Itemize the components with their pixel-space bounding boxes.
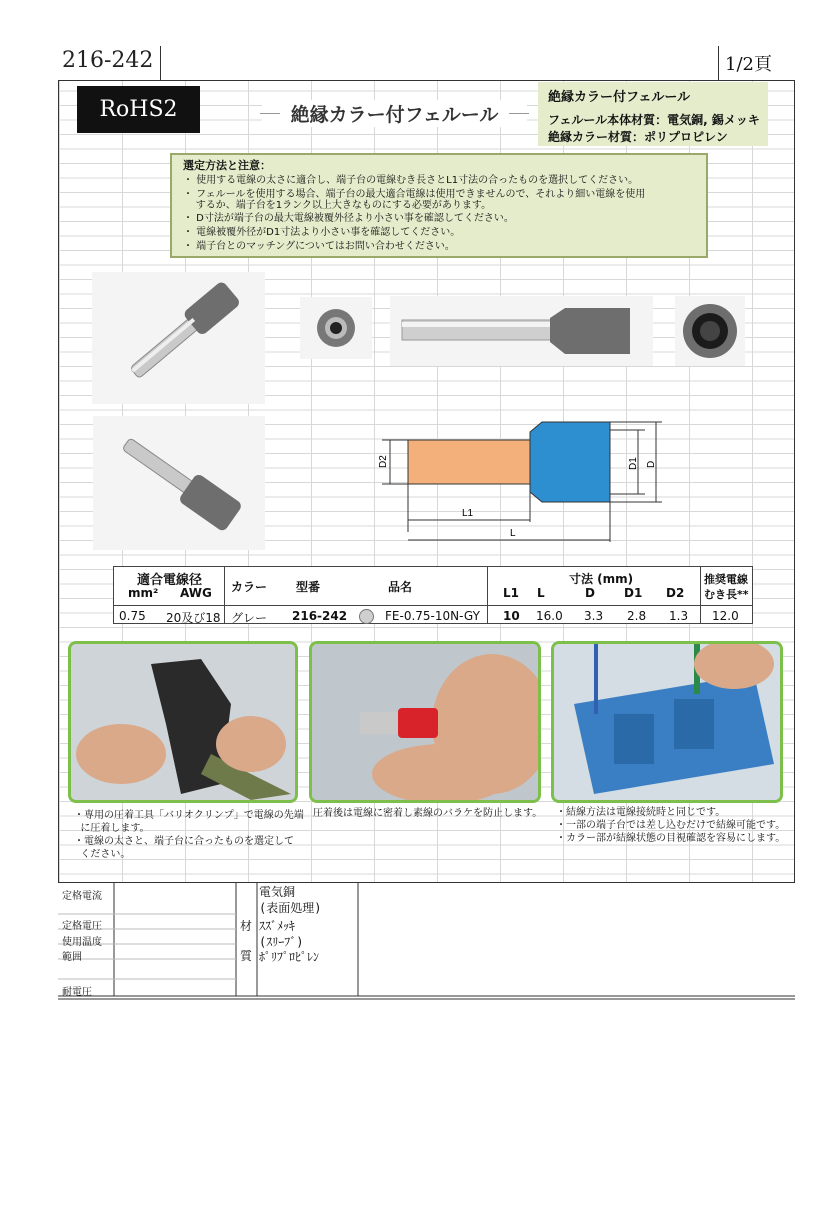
label-range: 範囲 (62, 952, 82, 963)
th-d1: D1 (624, 586, 643, 600)
ferrule-image-2 (93, 416, 265, 550)
table-col-divider (700, 566, 701, 624)
cell-color: グレー (231, 611, 268, 625)
spec-material-body: フェルール本体材質：電気銅, 錫メッキ (548, 113, 760, 127)
th-wire-size: 適合電線径 (137, 573, 203, 588)
terminal-block-image (554, 644, 780, 800)
material-tin: ｽｽﾞﾒｯｷ (259, 919, 296, 933)
note-item: ・ D寸法が端子台の最大電線被覆外径より小さい事を確認してください。 (183, 213, 514, 224)
cell-awg: 20及び18 (166, 611, 221, 625)
label-temp: 使用温度 (62, 937, 102, 948)
ferrule-image (92, 272, 265, 404)
cell-d: 3.3 (584, 609, 604, 623)
label-rated-current: 定格電流 (62, 891, 102, 902)
ferrule-photo-end-large (675, 296, 745, 366)
th-name: 品名 (388, 580, 413, 594)
caption-terminal: ・結線方法は電線接続時と同じです。 ・一部の端子台では差し込むだけで結線可能です。 ・カラー部が結線状態の目視確認を容易にします。 (556, 807, 786, 844)
material-sleeve: (ｽﾘｰﾌﾞ) (259, 935, 304, 949)
th-strip-1: 推奨電線 (704, 573, 748, 586)
label-d: D (646, 460, 657, 468)
material-surface: (表面処理) (259, 901, 322, 915)
th-mm2: mm² (128, 586, 159, 600)
bottom-table-grid (58, 883, 795, 1001)
ferrule-photo-side (390, 296, 653, 366)
material-pp: ﾎﾟﾘﾌﾟﾛﾋﾟﾚﾝ (259, 950, 320, 964)
cell-mm2: 0.75 (119, 609, 146, 623)
ferrule-collar-end-image (675, 296, 745, 366)
ferrule-side-image (390, 296, 653, 366)
bottom-spec-table (58, 882, 795, 1001)
th-l: L (537, 586, 545, 600)
th-strip-2: むき長** (704, 588, 749, 601)
crimp-tool-photo (68, 641, 298, 803)
gray-color-swatch-icon (359, 609, 374, 624)
th-d2: D2 (666, 586, 685, 600)
label-rated-voltage: 定格電圧 (62, 921, 102, 932)
rohs-badge: RoHS2 (77, 86, 200, 133)
note-item: ・ 電線被覆外径がD1寸法より小さい事を確認してください。 (183, 227, 461, 238)
crimped-ferrule-photo (309, 641, 541, 803)
cell-d1: 2.8 (627, 609, 647, 623)
ferrule-photo-angled-2 (93, 416, 265, 550)
crimped-ferrule-image (312, 644, 538, 800)
header-row (58, 46, 795, 81)
caption-crimp: ・専用の圧着工具「バリオクリンプ」で電線の先端 に圧着します。 ・電線の太さと、端子台に合ったものを選定して ください。 (74, 810, 304, 860)
dimension-diagram (370, 412, 670, 552)
cell-d2: 1.3 (669, 609, 689, 623)
notes-title: 選定方法と注意： (183, 159, 271, 172)
table-row-divider (113, 605, 753, 606)
ferrule-photo-angled (92, 272, 265, 404)
th-d: D (585, 586, 595, 600)
spec-title: 絶縁カラー付フェルール (548, 90, 691, 105)
th-model: 型番 (296, 580, 321, 594)
dimension-drawing (370, 412, 670, 552)
th-color: カラー (231, 580, 268, 594)
th-l1: L1 (503, 586, 519, 600)
th-awg: AWG (180, 586, 212, 600)
table-col-divider (487, 566, 488, 624)
part-number: 216-242 (62, 48, 154, 73)
note-item: ・ フェルールを使用する場合、端子台の最大適合電線は使用できませんので、それより細い電線を使用 するか、端子台を1ランク以上大きなものにする必要があります。 (183, 189, 646, 211)
note-item: ・ 端子台とのマッチングについてはお問い合わせください。 (183, 241, 455, 252)
caption-crimped: 圧着後は電線に密着し素線のバラケを防止します。 (313, 808, 543, 819)
cell-model: 216-242 (292, 609, 348, 623)
label-material-1: 材 (240, 919, 253, 933)
spec-material-collar: 絶縁カラー材質：ポリプロピレン (548, 130, 728, 144)
note-item: ・ 使用する電線の太さに適合し、端子台の電線むき長さとL1寸法の合ったものを選択してください。 (183, 175, 639, 186)
th-dimensions: 寸法 (mm) (569, 572, 634, 586)
ferrule-end-image (300, 297, 372, 359)
terminal-block-photo (551, 641, 783, 803)
label-material-2: 質 (240, 949, 253, 963)
crimp-tool-image (71, 644, 295, 800)
page-number: 1/2頁 (725, 54, 772, 75)
page-title: 絶縁カラー付フェルール (262, 100, 527, 127)
ferrule-photo-end-small (300, 297, 372, 359)
label-l1: L1 (462, 508, 474, 519)
material-copper: 電気銅 (259, 885, 296, 899)
cell-l: 16.0 (536, 609, 563, 623)
label-l: L (510, 528, 516, 539)
cell-name: FE-0.75-10N-GY (385, 609, 480, 623)
table-col-divider (224, 566, 225, 624)
label-d1: D1 (628, 457, 639, 470)
header-divider (160, 46, 161, 80)
cell-l1: 10 (503, 609, 520, 623)
label-d2: D2 (378, 455, 389, 468)
label-withstand: 耐電圧 (62, 987, 92, 998)
cell-strip: 12.0 (712, 609, 739, 623)
